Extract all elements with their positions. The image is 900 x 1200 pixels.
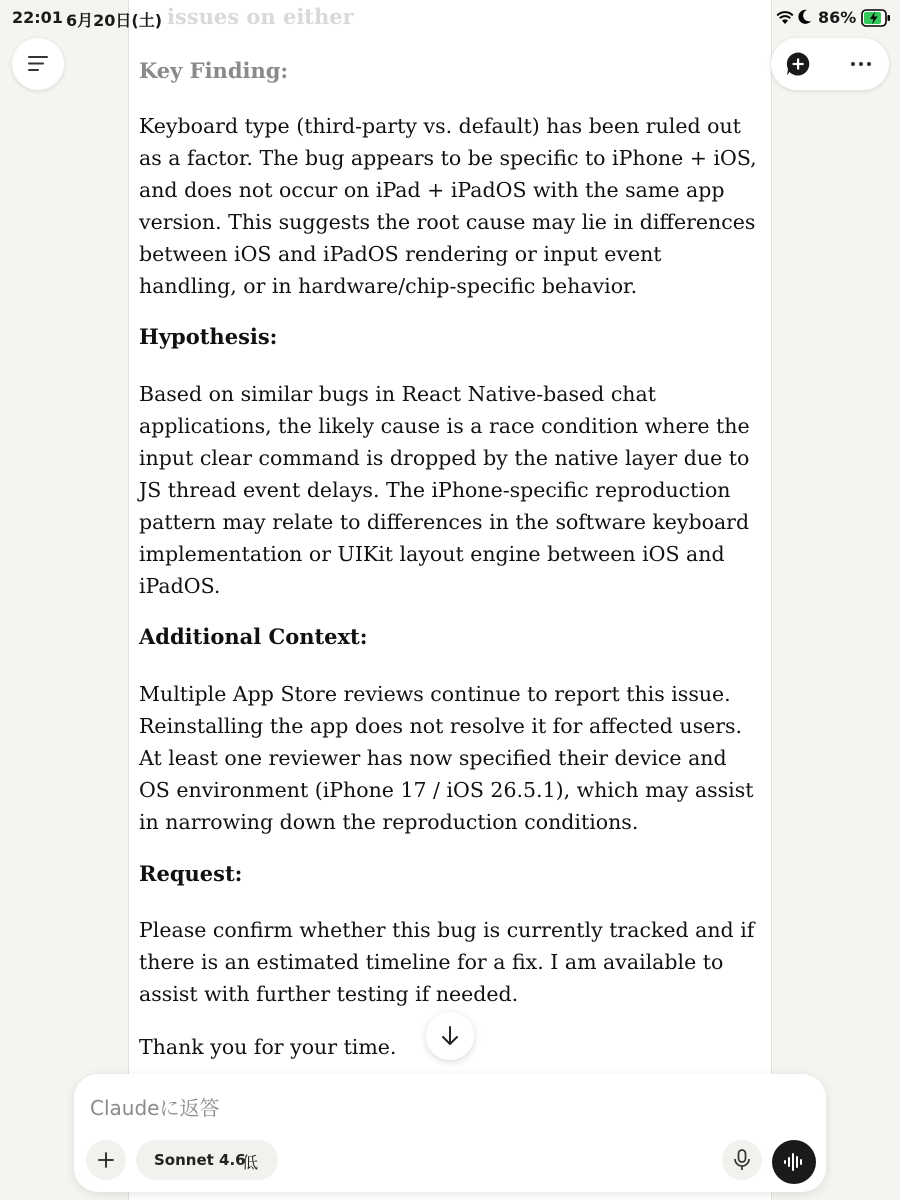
- sidebar-menu-button[interactable]: [12, 38, 64, 90]
- menu-icon: [26, 54, 50, 74]
- section-body-key-finding: Keyboard type (third-party vs. default) has been ruled out as a factor. The bug appears to be specific to iPhone + iOS, and does not occur on iPad + iPadOS with the same app version. This suggests the root cause may lie in differences between iOS and iPadOS rendering or input event handling, or in hardware/chip-specific behavior.: [139, 114, 757, 298]
- more-icon: [848, 51, 874, 77]
- add-attachment-button[interactable]: [86, 1140, 126, 1180]
- section-body-hypothesis: Based on similar bugs in React Native-based chat applications, the likely cause is a race condition where the input clear command is dropped by the native layer due to JS thread event delays. The iPhone-specific reproduction pattern may relate to differences in the software keyboard implementation or UIKit layout engine between iOS and iPadOS.: [139, 382, 750, 598]
- cutoff-text-line: issues on either: [167, 4, 354, 29]
- new-chat-button[interactable]: [785, 51, 811, 81]
- section-body-request: Please confirm whether this bug is currently tracked and if there is an estimated timeline for a fix. I am available to assist with further testing if needed.: [139, 918, 755, 1006]
- message-composer: [74, 1074, 826, 1192]
- section-heading-request: Request:: [139, 861, 243, 886]
- section-heading-additional-context: Additional Context:: [139, 624, 368, 649]
- model-name: Sonnet 4.6: [154, 1151, 246, 1169]
- dictation-button[interactable]: [722, 1140, 762, 1180]
- section-body-additional-context: Multiple App Store reviews continue to report this issue. Reinstalling the app does not resolve it for affected users. At least one reviewer has now specified their device and OS environment (iPhone 17 / iOS 26.5.1), which may assist in narrowing down the reproduction conditions.: [139, 682, 754, 834]
- status-bar: [0, 0, 900, 36]
- new-chat-icon: [785, 51, 811, 77]
- wifi-icon: [776, 10, 794, 29]
- microphone-icon: [733, 1149, 751, 1171]
- closing-line: Thank you for your time.: [139, 1035, 397, 1059]
- top-actions-bar: [771, 38, 889, 90]
- status-date: 6月20日(土): [66, 11, 163, 30]
- arrow-down-icon: [438, 1024, 462, 1048]
- status-time: 22:01: [12, 8, 63, 27]
- model-selector-button[interactable]: [136, 1140, 278, 1180]
- model-effort: 低: [242, 1153, 259, 1172]
- voice-mode-button[interactable]: [772, 1140, 816, 1184]
- voice-waveform-icon: [783, 1152, 805, 1172]
- reply-input[interactable]: Claudeに返答: [90, 1096, 220, 1120]
- moon-icon: [798, 9, 812, 29]
- plus-icon: [98, 1152, 114, 1168]
- scroll-to-bottom-button[interactable]: [426, 1012, 474, 1060]
- battery-charging-icon: [861, 9, 891, 31]
- section-heading-key-finding: Key Finding:: [139, 58, 289, 83]
- more-options-button[interactable]: [848, 51, 874, 81]
- battery-percent: 86%: [818, 8, 857, 27]
- section-heading-hypothesis: Hypothesis:: [139, 324, 278, 349]
